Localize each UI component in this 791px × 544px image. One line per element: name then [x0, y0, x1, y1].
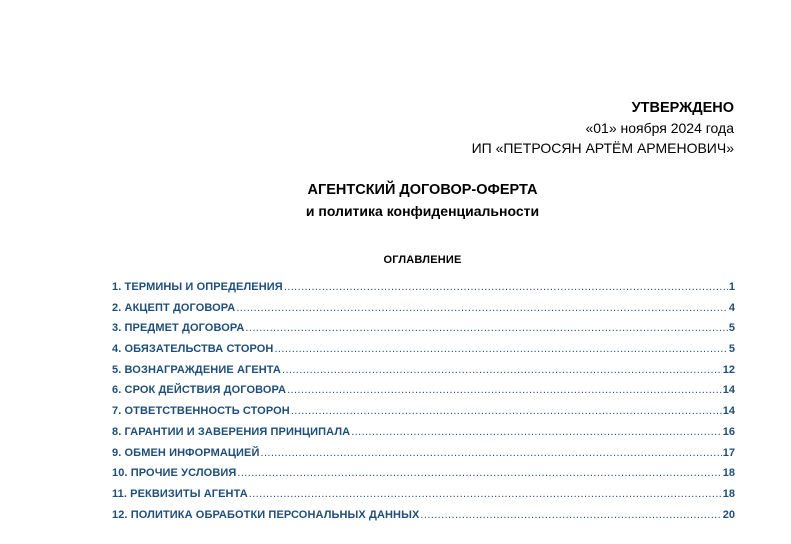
toc-entry-label[interactable]: 3. ПРЕДМЕТ ДОГОВОРА [112, 322, 245, 335]
toc-dot-leader [245, 322, 727, 334]
toc-entry[interactable] [112, 384, 735, 405]
toc-dot-leader [274, 343, 727, 355]
approval-organization: ИП «ПЕТРОСЯН АРТЁМ АРМЕНОВИЧ» [471, 140, 734, 156]
toc-entry-label[interactable]: 5. ВОЗНАГРАЖДЕНИЕ АГЕНТА [112, 363, 281, 376]
toc-entry-page[interactable]: 17 [722, 446, 735, 459]
toc-entry-label[interactable]: 12. ПОЛИТИКА ОБРАБОТКИ ПЕРСОНАЛЬНЫХ ДАННЫХ [112, 508, 420, 521]
toc-entry-page[interactable]: 4 [728, 301, 735, 314]
toc-entry-label[interactable]: 6. СРОК ДЕЙСТВИЯ ДОГОВОРА [112, 384, 287, 397]
toc-dot-leader [236, 302, 728, 314]
toc-entry[interactable] [112, 405, 735, 426]
toc-entry-page[interactable]: 14 [722, 384, 735, 397]
toc-entry[interactable] [112, 343, 735, 364]
toc-dot-leader [287, 384, 722, 396]
toc-entry[interactable] [112, 364, 735, 385]
toc-entry-label[interactable]: 1. ТЕРМИНЫ И ОПРЕДЕЛЕНИЯ [112, 281, 283, 293]
toc-entry[interactable] [112, 281, 735, 302]
approval-date: «01» ноября 2024 года [585, 120, 734, 136]
toc-dot-leader [284, 281, 728, 293]
toc-entry-label[interactable]: 11. РЕКВИЗИТЫ АГЕНТА [112, 487, 248, 500]
toc-dot-leader [249, 488, 722, 500]
toc-entry[interactable] [112, 488, 735, 509]
toc-entry-label[interactable]: 9. ОБМЕН ИНФОРМАЦИЕЙ [112, 446, 260, 459]
toc-entry-page[interactable]: 5 [728, 322, 735, 335]
toc-entry-page[interactable]: 14 [722, 405, 735, 418]
toc-entry[interactable] [112, 509, 735, 530]
toc-dot-leader [291, 405, 722, 417]
toc-entry-label[interactable]: 2. АКЦЕПТ ДОГОВОРА [112, 301, 236, 314]
document-subtitle: и политика конфиденциальности [305, 203, 540, 219]
toc-entry-page[interactable]: 5 [728, 343, 735, 356]
toc-entry[interactable] [112, 447, 735, 468]
toc-entry-label[interactable]: 4. ОБЯЗАТЕЛЬСТВА СТОРОН [112, 343, 274, 356]
toc-dot-leader [260, 447, 721, 459]
toc-entry-page[interactable]: 18 [722, 467, 735, 480]
toc-entry[interactable] [112, 426, 735, 447]
toc-entry[interactable] [112, 302, 735, 323]
approval-block [472, 98, 734, 158]
toc-dot-leader [237, 467, 721, 479]
toc-dot-leader [351, 426, 722, 438]
toc-entry[interactable] [112, 322, 735, 343]
toc-entry[interactable] [112, 467, 735, 488]
toc-entry-label[interactable]: 10. ПРОЧИЕ УСЛОВИЯ [112, 467, 237, 480]
toc-entry-page[interactable]: 1 [728, 281, 735, 293]
table-of-contents [112, 281, 735, 529]
toc-entry-page[interactable]: 20 [722, 508, 735, 521]
toc-entry-page[interactable]: 16 [722, 425, 735, 438]
toc-entry-page[interactable]: 18 [722, 487, 735, 500]
toc-entry-page[interactable]: 12 [722, 363, 735, 376]
toc-heading: ОГЛАВЛЕНИЕ [383, 254, 462, 266]
toc-entry-label[interactable]: 8. ГАРАНТИИ И ЗАВЕРЕНИЯ ПРИНЦИПАЛА [112, 425, 351, 438]
approval-stamp: УТВЕРЖДЕНО [631, 100, 734, 116]
document-title: АГЕНТСКИЙ ДОГОВОР-ОФЕРТА [307, 182, 538, 198]
document-title-block [0, 180, 791, 222]
toc-dot-leader [420, 509, 721, 521]
toc-entry-label[interactable]: 7. ОТВЕТСТВЕННОСТЬ СТОРОН [112, 405, 290, 418]
toc-dot-leader [282, 364, 722, 376]
